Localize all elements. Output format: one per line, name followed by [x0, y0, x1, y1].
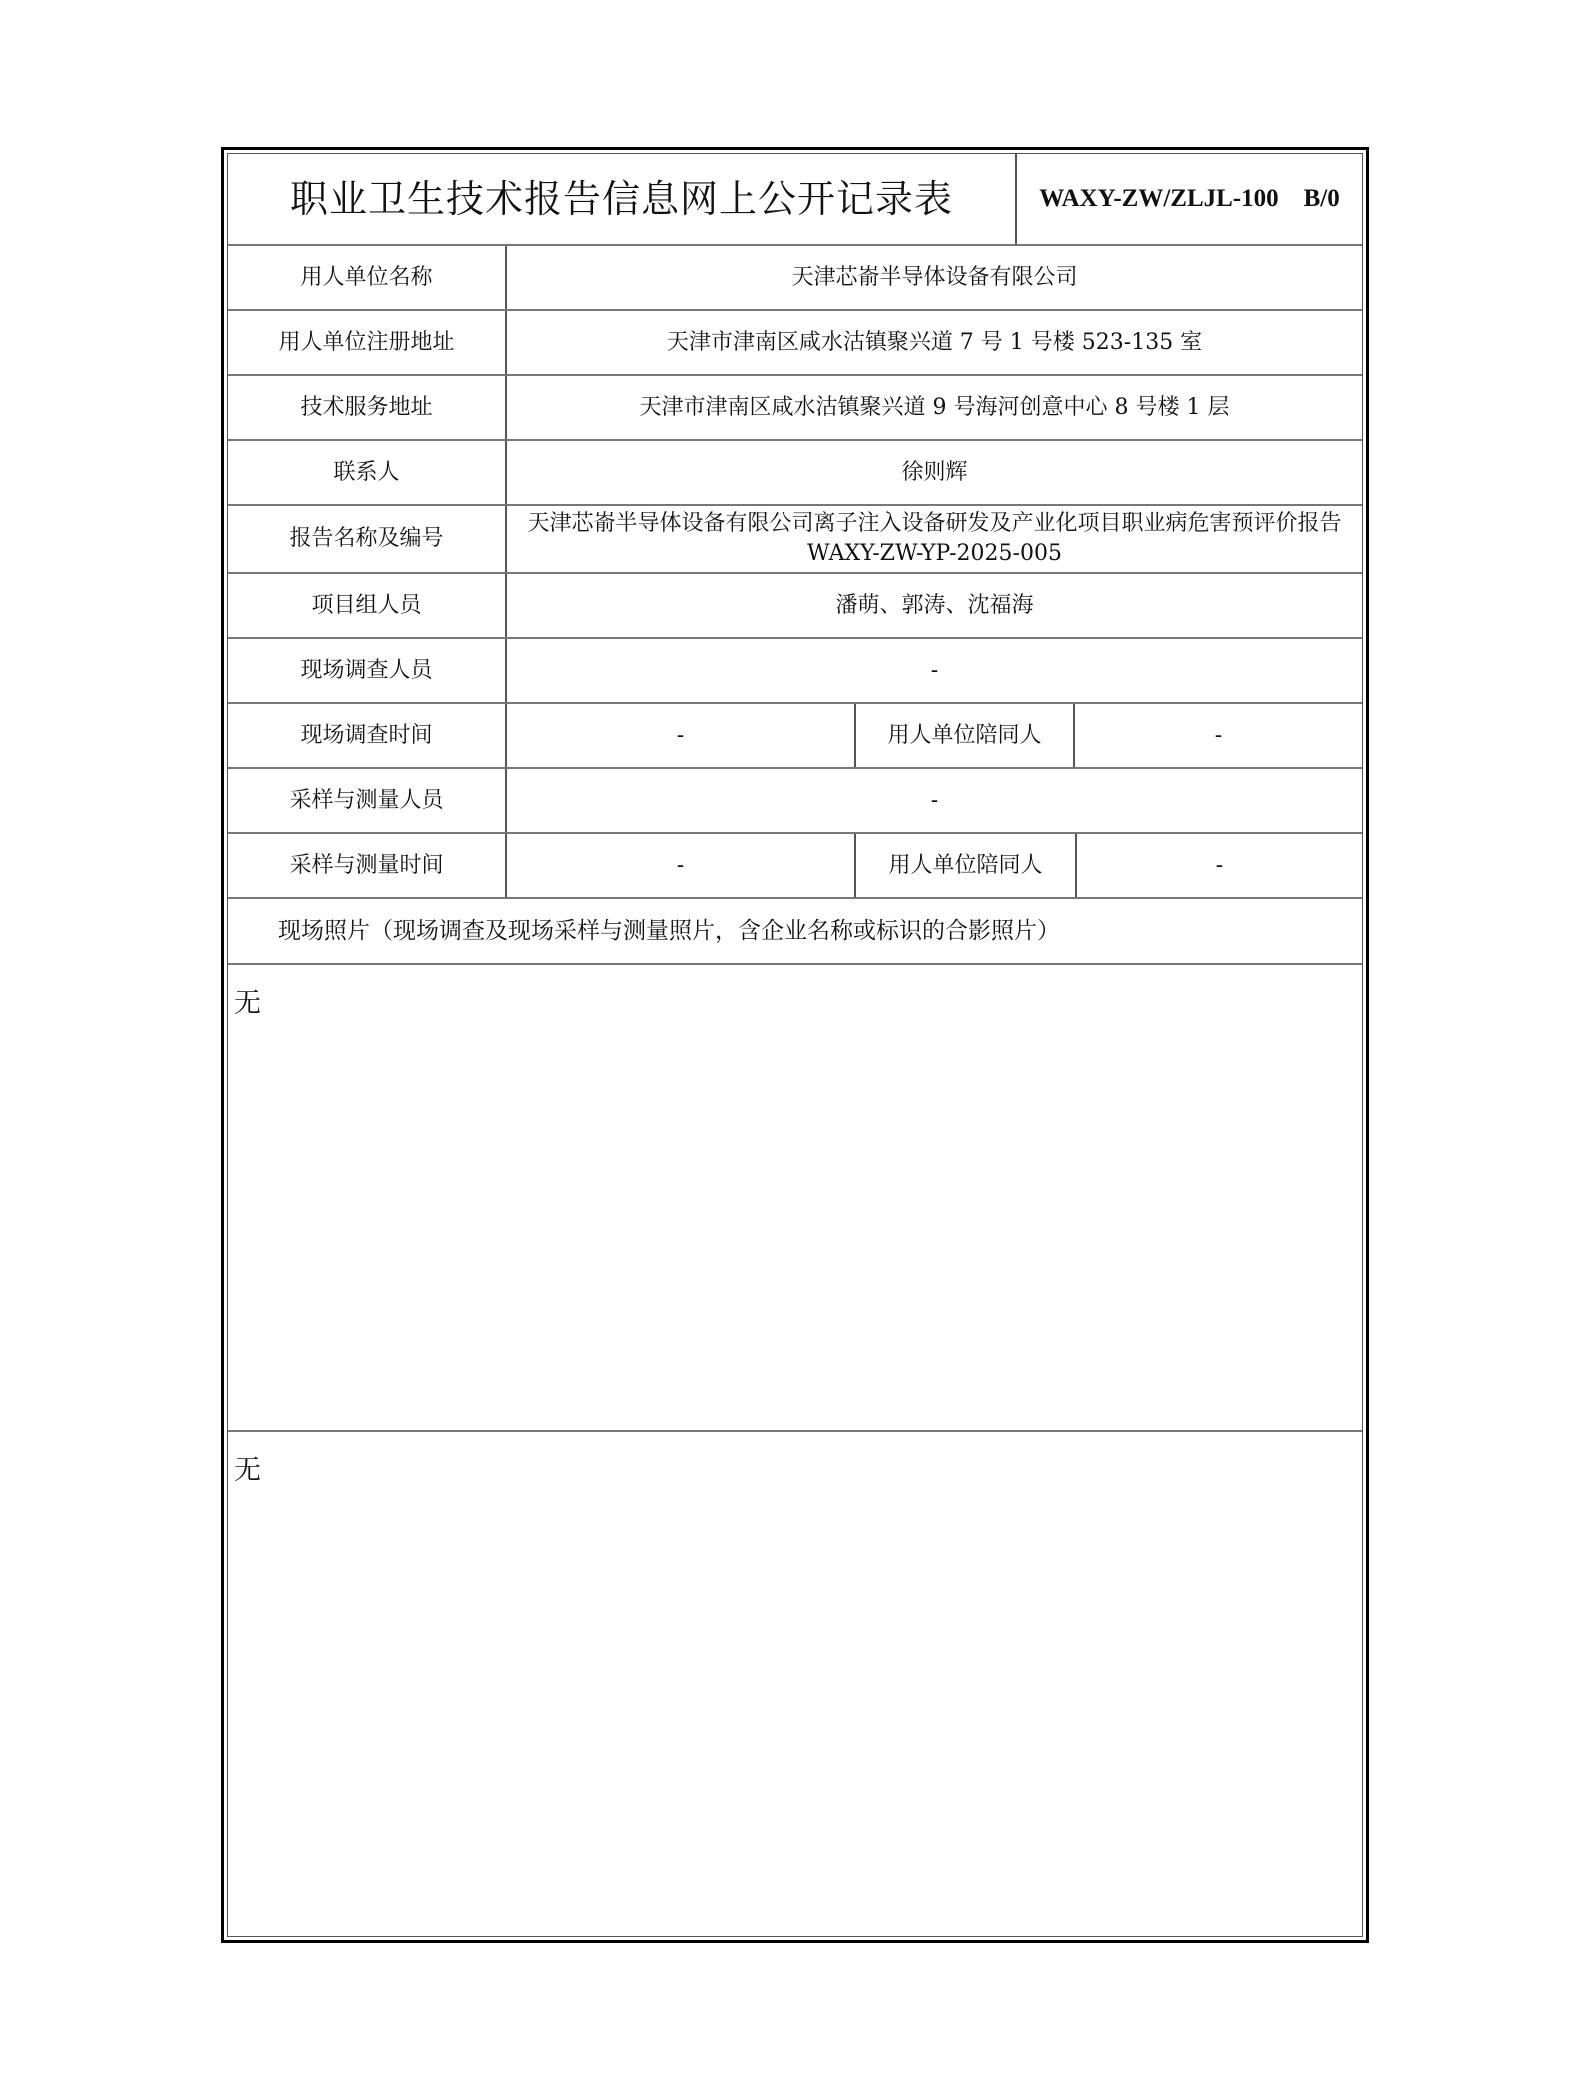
employer-name-label: 用人单位名称: [228, 246, 507, 309]
record-form: [221, 147, 1369, 1943]
survey-time-value: -: [507, 704, 856, 767]
photo-panel-1: [228, 965, 1362, 1432]
contact-value: 徐则辉: [901, 459, 968, 485]
report-label: 报告名称及编号: [228, 506, 507, 572]
survey-companion-label: 用人单位陪同人: [856, 704, 1075, 767]
sampling-companion-label: 用人单位陪同人: [856, 834, 1077, 897]
registered-address-value: 天津市津南区咸水沽镇聚兴道 7 号 1 号楼 523-135 室: [666, 329, 1203, 355]
photo-panel-2: [228, 1432, 1362, 1936]
team-value: 潘萌、郭涛、沈福海: [835, 592, 1034, 618]
photo-panel-1-text: 无: [234, 988, 261, 1019]
survey-time-label: 现场调查时间: [228, 704, 507, 767]
service-address-value: 天津市津南区咸水沽镇聚兴道 9 号海河创意中心 8 号楼 1 层: [639, 394, 1230, 420]
survey-staff-label: 现场调查人员: [228, 639, 507, 702]
sampling-time-value: -: [507, 834, 856, 897]
survey-companion-value: -: [1214, 722, 1223, 748]
row-registered-address: [228, 311, 1362, 376]
title-row: [228, 154, 1362, 246]
row-team: [228, 574, 1362, 639]
row-report: [228, 506, 1362, 574]
form-title: 职业卫生技术报告信息网上公开记录表: [228, 154, 1017, 244]
row-survey-staff: [228, 639, 1362, 704]
photos-heading: 现场照片（现场调查及现场采样与测量照片，含企业名称或标识的合影照片）: [278, 918, 1060, 944]
row-employer-name: [228, 246, 1362, 311]
photo-panel-2-text: 无: [234, 1455, 261, 1486]
employer-name-value: 天津芯嵛半导体设备有限公司: [791, 264, 1078, 290]
row-survey-time: [228, 704, 1362, 769]
survey-staff-value: -: [930, 657, 939, 683]
row-sampling-time: [228, 834, 1362, 899]
sampling-staff-label: 采样与测量人员: [228, 769, 507, 832]
report-value: 天津芯嵛半导体设备有限公司离子注入设备研发及产业化项目职业病危害预评价报告 WAXY-ZW-YP-2025-005: [527, 511, 1342, 566]
form-code: WAXY-ZW/ZLJL-100 B/0: [1039, 185, 1340, 212]
service-address-label: 技术服务地址: [228, 376, 507, 439]
sampling-staff-value: -: [930, 787, 939, 813]
row-photos-heading: [228, 899, 1362, 965]
row-service-address: [228, 376, 1362, 441]
team-label: 项目组人员: [228, 574, 507, 637]
row-sampling-staff: [228, 769, 1362, 834]
form-inner-frame: [227, 153, 1363, 1937]
row-contact: [228, 441, 1362, 506]
sampling-companion-value: -: [1215, 852, 1224, 878]
sampling-time-label: 采样与测量时间: [228, 834, 507, 897]
registered-address-label: 用人单位注册地址: [228, 311, 507, 374]
contact-label: 联系人: [228, 441, 507, 504]
